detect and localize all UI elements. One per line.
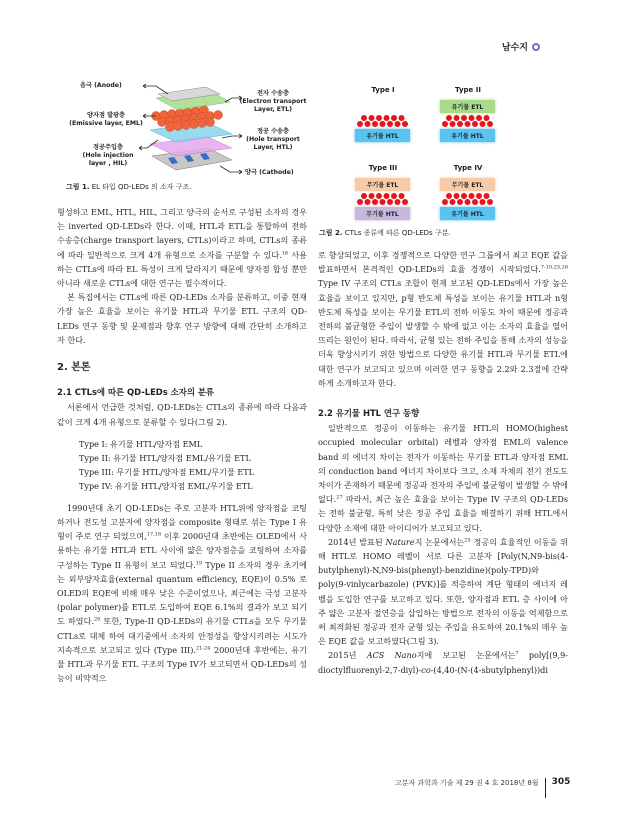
quantum-dot: [376, 115, 382, 121]
paragraph: 2014년 발표된 Nature지 논문에서는$^{25}$ 정공의 효율적인 이동을 위해 HTL로 HOMO 레벨이 서로 다른 고분자 [Poly(N,N9-bis(4-butylphenyl)-N,N9-bis(phenyl)-benzidine)(poly-TPD)와 poly(9-vinlycarbazole) (PVK)]를 적층하여 계단 형태의 에너지 레벨을 도입한 연구를 보고하고 있다. 또한, 양자점과 ETL 층 사이에 아주 얇은 고분자 절연층을 삽입하는 방법으로 전자의 이동을 억제함으로써 최적화된 정공과 전자 균형 있는 주입을 유도하여 20.1%의 매우 높은 EQE 값을 보고하였다(그림 3).: [318, 536, 568, 647]
figure-1-caption: [66, 182, 192, 192]
quantum-dot: [454, 193, 460, 199]
quantum-dot-layer: [355, 192, 410, 206]
quantum-dot: [402, 199, 408, 205]
quantum-dot: [387, 121, 393, 127]
type-label: Type IV: [453, 164, 483, 172]
quantum-dot: [476, 115, 482, 121]
figure-2-caption: [319, 228, 451, 238]
quantum-dot-layer: [355, 114, 410, 128]
label-hil-en2: layer , HIL): [88, 160, 128, 167]
quantum-dot: [480, 121, 486, 127]
figure-2-number: 그림 2.: [319, 229, 343, 237]
label-htl-en2: Layer, HTL): [253, 144, 293, 151]
quantum-dot: [450, 199, 456, 205]
quantum-dot: [361, 115, 367, 121]
quantum-dot: [391, 193, 397, 199]
top-layer-etl: 무기물 ETL: [355, 178, 410, 191]
quantum-dot: [442, 199, 448, 205]
label-hil-en1: (Hole injection: [82, 152, 134, 159]
quantum-dot-layer: [440, 114, 495, 128]
circle-bullet-icon: [532, 43, 540, 51]
quantum-dot: [365, 199, 371, 205]
journal-info: 고분자 과학과 기술 제 29 권 4 호 2018년 8월: [395, 779, 539, 787]
type-label: Type III: [368, 164, 398, 172]
quantum-dot: [357, 199, 363, 205]
paragraph: 2015년 ACS Nano지에 보고된 논문에서는$^7$ poly[(9,9-dioctylfluorenyl-2,7-diyl)-co-(4,40-(N-(4-sbutylphenyl))di: [318, 650, 568, 675]
section-heading: 2. 본론: [57, 362, 91, 374]
page-number: 305: [551, 777, 571, 787]
quantum-dot: [461, 115, 467, 121]
paragraph: 로 향상되었고, 이후 경쟁적으로 다양한 연구 그룹에서 최고 EQE 값을 발표하면서 본격적인 QD-LEDs의 효율 경쟁이 시작되었다.$^{7-10,25,26}$ Type IV 구조의 CTLs 조합이 현재 보고된 QD-LEDs에서 가장 높은 효율을 보이고 있지만, p형 반도체 특성을 보이는 유기물 HTL과 n형 반도체 특성을 보이는 무기물 ETL의 전하 이동도 차이 때문에 정공과 전하의 불균형한 주입이 발생할 수 밖에 없고 이는 소자의 효율을 떨어뜨리는 원인이 된다. 따라서, 균형 있는 전하 주입을 통해 소자의 성능을 더욱 향상시키기 위한 방법으로 다양한 유기물 HTL과 무기물 ETL에 대한 연구가 보고되고 있으며 이러한 연구 동향을 2.2와 2.3절에 간략하게 소개하고자 한다.: [318, 250, 568, 388]
label-eml-en: (Emissive layer, EML): [69, 120, 143, 127]
quantum-dot: [380, 199, 386, 205]
figure-1-number: 그림 1.: [66, 183, 90, 191]
quantum-dot: [391, 115, 397, 121]
quantum-dot: [387, 199, 393, 205]
quantum-dot: [487, 121, 493, 127]
quantum-dot: [465, 121, 471, 127]
label-etl-en1: (Electron transport: [239, 98, 307, 105]
figure-2-caption-text: CTLs 종류에 따른 QD-LEDs 구분.: [342, 229, 451, 237]
bottom-layer-htl: 무기물 HTL: [355, 207, 410, 220]
quantum-dot: [357, 121, 363, 127]
quantum-dot: [395, 121, 401, 127]
paragraph: 일반적으로 정공이 이동하는 유기물 HTL의 HOMO(highest occupied molecular orbital) 레벨과 양자점 EML의 valence band 의 에너지 차이는 전자가 이동하는 무기물 ETL과 양자점 EML의 conduction band 에너지 차이보다 크고, 소재 자체의 전기 전도도 차이가 존재하기 때문에 정공과 전자의 주입에 불균형이 발생할 수 밖에 없다.$^{27}$ 따라서, 최근 높은 효율을 보이는 Type IV 구조의 QD-LEDs는 전하 불균형, 특히 낮은 정공 주입 효율을 해결하기 위해 HTL에서 다양한 소재에 대한 아이디어가 보고되고 있다.: [318, 423, 568, 533]
quantum-dot-layer: [440, 192, 495, 206]
body-column-right: [318, 248, 568, 677]
quantum-dot: [454, 115, 460, 121]
quantum-dot: [446, 193, 452, 199]
quantum-dot: [365, 121, 371, 127]
label-eml-ko: 양자점 발광층: [86, 112, 126, 119]
running-header-author: [502, 40, 540, 53]
type-list-item: Type IV: 유기물 HTL/양자점 EML/무기물 ETL: [79, 480, 253, 491]
label-etl-ko: 전자 수송층: [256, 90, 290, 97]
top-layer-etl: 유기물 ETL: [440, 100, 495, 113]
quantum-dot: [457, 121, 463, 127]
quantum-dot: [469, 193, 475, 199]
quantum-dot: [369, 115, 375, 121]
quantum-dot: [442, 121, 448, 127]
type-label: Type I: [371, 86, 395, 94]
top-layer-etl: 무기물 ETL: [440, 178, 495, 191]
quantum-dot: [399, 193, 405, 199]
label-etl-en2: Layer, ETL): [253, 106, 293, 113]
quantum-dot: [484, 115, 490, 121]
label-anode: 음극 (Anode): [80, 82, 122, 89]
quantum-dot: [376, 193, 382, 199]
quantum-dot: [384, 115, 390, 121]
label-htl: [240, 128, 306, 152]
figure-1: [60, 78, 310, 198]
quantum-dot: [402, 121, 408, 127]
paragraph: 형성하고 EML, HTL, HIL, 그리고 양극의 순서로 구성된 소자의 경우는 inverted QD-LEDs라 한다. 이때, HTL과 ETL을 통합하여 전하 수송층(charge transport layers, CTLs)이라고 하며, CTLs의 종류에 따라 일반적으로 크게 4개 유형으로 소자를 구분할 수 있다.$^{16}$ 사용하는 CTLs에 따라 EL 특성이 크게 달라지기 때문에 양자점 합성 뿐만 아니라 새로운 CTLs에 대한 연구는 필수적이다.: [57, 207, 307, 289]
quantum-dot: [380, 121, 386, 127]
paragraph: 서론에서 언급한 것처럼, QD-LEDs는 CTLs의 종류에 따라 다음과 같이 크게 4개 유형으로 분류할 수 있다(그림 2).: [57, 402, 307, 427]
quantum-dot: [480, 199, 486, 205]
paragraph: 1990년대 초기 QD-LEDs는 주로 고분자 HTL위에 양자점을 코팅하거나 전도성 고분자에 양자점을 composite 형태로 섞는 Type I 유형이 주로 연구 되었으며,$^{17,18}$ 이후 2000년대 초반에는 OLED에서 사용하는 유기물 HTL과 ETL 사이에 얇은 양자점층을 코팅하여 소자를 구성하는 Type II 유형이 보고 되었다.$^{19}$ Type II 소자의 경우 초기에는 외부양자효율(external quantum efficiency, EQE)이 0.5% 로 OLED의 EQE에 비해 매우 낮은 수준이었으나, 최근에는 극성 고분자(polar polymer)를 ETL로 도입하여 EQE 6.1%의 결과가 보고 되기도 하였다.$^{20}$ 또한, Type-II QD-LEDs의 유기물 CTLs을 모두 무기물 CTLs로 대체 하여 대기중에서 소자의 안정성을 향상시키려는 시도가 지속적으로 보고되고 있다 (Type III).$^{21-24}$ 2000년대 후반에는, 유기물 HTL과 무기물 ETL 구조의 Type IV가 보고되면서 QD-LEDs의 성능이 비약적으: [57, 502, 308, 684]
quantum-dot: [487, 199, 493, 205]
quantum-dot: [484, 193, 490, 199]
subsection-heading: 2.1 CTLs에 따른 QD-LEDs 소자의 분류: [57, 387, 215, 398]
bottom-layer-htl: 유기물 HTL: [355, 129, 410, 142]
label-etl: [238, 90, 308, 114]
quantum-dot: [457, 199, 463, 205]
label-hil: [76, 144, 140, 168]
quantum-dot: [361, 193, 367, 199]
label-eml: [68, 112, 144, 128]
footer-divider: [545, 778, 546, 798]
label-cathode: 양극 (Cathode): [245, 169, 294, 176]
body-column-left: [57, 205, 307, 685]
quantum-dot: [372, 121, 378, 127]
bottom-layer-htl: 유기물 HTL: [440, 207, 495, 220]
quantum-dot: [399, 115, 405, 121]
type-list: [57, 437, 307, 493]
quantum-dot: [476, 193, 482, 199]
bottom-layer-htl: 유기물 HTL: [440, 129, 495, 142]
quantum-dot: [461, 193, 467, 199]
label-htl-en1: (Hole transport: [246, 136, 300, 143]
label-hil-ko: 정공주입층: [93, 144, 123, 151]
page-footer: [395, 778, 570, 798]
type-label: Type II: [455, 86, 481, 94]
figure-2: [319, 78, 575, 238]
type-list-item: Type III: 무기물 HTL/양자점 EML/무기물 ETL: [79, 466, 255, 477]
figure-1-caption-text: EL 타입 QD-LEDs 의 소자 구조.: [89, 183, 192, 191]
quantum-dot: [446, 115, 452, 121]
paragraph: 본 특집에서는 CTLs에 따른 QD-LEDs 소자를 분류하고, 이중 현재 가장 높은 효율을 보이는 유기물 HTL과 무기물 ETL 구조의 QD-LEDs 연구 동향 및 문제점과 향후 연구 방향에 대해 간단히 소개하고자 한다.: [57, 292, 307, 345]
quantum-dot: [450, 121, 456, 127]
label-htl-ko: 정공 수송층: [256, 128, 290, 135]
quantum-dot: [369, 193, 375, 199]
quantum-dot: [384, 193, 390, 199]
quantum-dot: [465, 199, 471, 205]
type-list-item: Type I: 유기물 HTL/양자점 EML: [79, 438, 203, 449]
subsection-heading: 2.2 유기물 HTL 연구 동향: [318, 408, 420, 419]
quantum-dot: [372, 199, 378, 205]
quantum-dot: [395, 199, 401, 205]
quantum-dot: [472, 199, 478, 205]
type-list-item: Type II: 유기물 HTL/양자점 EML/유기물 ETL: [79, 452, 251, 463]
quantum-dot: [469, 115, 475, 121]
quantum-dot: [472, 121, 478, 127]
author-name: 남수지: [501, 43, 528, 53]
